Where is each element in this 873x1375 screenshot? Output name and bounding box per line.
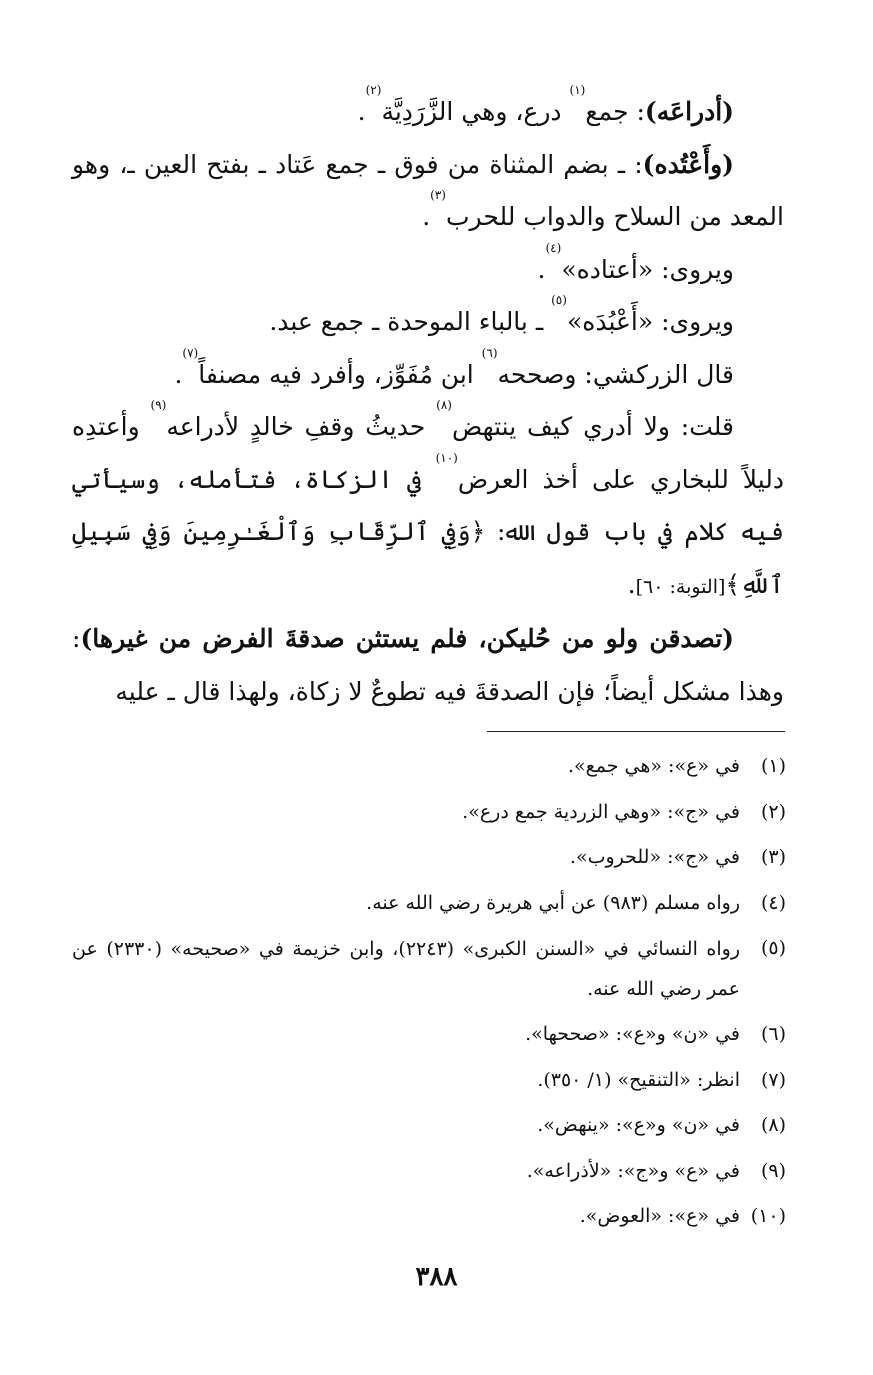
- footnote-number: (١): [760, 755, 786, 777]
- footnote-ref[interactable]: (١٠): [435, 450, 458, 465]
- footnote-number: (٧): [760, 1068, 786, 1091]
- paragraph-text: حديثُ وقفِ خالدٍ لأدراعه: [166, 412, 437, 441]
- paragraph-variant-2: [72, 293, 784, 349]
- footnote-text: في «ع»: «العوض».: [579, 1205, 740, 1227]
- paragraph-text: : وهذا مشكل أيضاً؛ فإن الصدقةَ فيه تطوعٌ لا زكاة، ولهذا قال ـ عليه: [72, 624, 784, 706]
- paragraph-zarkashi: [72, 345, 784, 402]
- main-text: [72, 83, 785, 718]
- footnote-ref[interactable]: (٦): [481, 345, 498, 360]
- footnote-number: (١٠): [750, 1205, 786, 1227]
- paragraph-text: .: [627, 569, 636, 599]
- paragraph-text: .: [537, 254, 546, 284]
- paragraph-atudah: [72, 139, 784, 244]
- footnote-ref[interactable]: (٤): [545, 240, 562, 255]
- hadith-heading: (تصدقن ولو من حُليكن، فلم يستثن صدقةَ الفرض من غيرها): [80, 624, 734, 653]
- paragraph-text: .: [357, 97, 366, 126]
- footnote-text: رواه مسلم (٩٨٣) عن أبي هريرة رضي الله عنه.: [366, 891, 740, 914]
- paragraph-text: درع، وهي الزَّرَدِيَّة: [381, 97, 570, 126]
- footnote-number: (٢): [760, 800, 786, 823]
- footnote-item: [72, 1012, 786, 1058]
- footnote-number: (٣): [760, 846, 786, 868]
- footnote-ref[interactable]: (٧): [182, 345, 199, 360]
- footnote-number: (٩): [760, 1159, 786, 1182]
- paragraph-text: : ـ بضم المثناة من فوق ـ جمع عَتاد ـ بفتح العين ـ، وهو المعد من السلاح والدواب للحرب: [72, 149, 784, 231]
- term-heading: (أدراعَه): [644, 97, 734, 126]
- footnote-number: (٦): [760, 1023, 786, 1045]
- paragraph-text: ويروى: «أَعْبُدَه»: [566, 307, 734, 336]
- footnote-number: (٨): [760, 1114, 786, 1136]
- term-heading: (وأَعْتُده): [642, 149, 734, 179]
- paragraph-text: .: [174, 359, 183, 389]
- footnote-text: في «ج»: «وهي الزردية جمع درع».: [462, 800, 740, 823]
- footnote-item: [72, 744, 786, 790]
- paragraph-adraahu: [72, 83, 784, 139]
- footnote-ref[interactable]: (٣): [430, 188, 446, 202]
- footnote-text: في «ن» و«ع»: «ينهض».: [537, 1114, 740, 1136]
- footnote-item: [72, 881, 786, 927]
- footnote-item: [72, 835, 786, 881]
- footnote-ref[interactable]: (٨): [436, 398, 452, 412]
- footnote-text: في «ع» و«ج»: «لأذراعه».: [526, 1159, 740, 1182]
- paragraph-qultu: [72, 398, 785, 613]
- paragraph-variant-1: [72, 240, 784, 297]
- footnote-ref[interactable]: (٩): [150, 398, 167, 412]
- footnote-text: في «ن» و«ع»: «صححها».: [525, 1023, 740, 1045]
- quran-verse: في الزكاة، فتأمله، وسيأتي فيه كلام في باب قول الله: ﴿وَفِي ٱلرِّقَابِ وَٱلْغَـٰرِمِينَ وَفِي سَبِيلِ ٱللَّهِ﴾: [72, 464, 785, 599]
- footnote-item: [72, 1149, 786, 1195]
- footnote-item: [72, 1103, 786, 1149]
- footnote-number: (٤): [760, 891, 786, 914]
- paragraph-text: : جمع: [585, 97, 645, 126]
- footnote-ref[interactable]: (٥): [551, 293, 567, 307]
- paragraph-text: قلت: ولا أدري كيف ينتهض: [451, 412, 734, 441]
- paragraph-text: .: [422, 202, 431, 231]
- page-number: ٣٨٨: [415, 1262, 458, 1292]
- paragraph-tasaddaqna: [72, 613, 784, 718]
- paragraph-text: وأعتدِه دليلاً للبخاري على أخذ العرض: [72, 412, 785, 494]
- footnote-ref[interactable]: (١): [569, 83, 586, 97]
- footnote-text: رواه النسائي في «السنن الكبرى» (٢٢٤٣)، وابن خزيمة في «صحيحه» (٢٣٣٠) عن عمر رضي الله عنه.: [72, 938, 740, 1000]
- footnote-text: في «ج»: «للحروب».: [569, 846, 740, 868]
- paragraph-text: ويروى: «أعتاده»: [561, 254, 734, 284]
- footnotes: [72, 744, 786, 1240]
- footnote-ref[interactable]: (٢): [365, 83, 382, 97]
- paragraph-text: ـ بالباء الموحدة ـ جمع عبد.: [269, 307, 552, 336]
- footnote-item: [72, 926, 786, 1012]
- paragraph-text: ابن مُفَوِّز، وأفرد فيه مصنفاً: [198, 359, 482, 389]
- footnote-separator: [487, 731, 785, 732]
- footnote-item: [72, 790, 786, 836]
- footnote-number: (٥): [760, 937, 786, 959]
- footnote-text: في «ع»: «هي جمع».: [567, 755, 740, 777]
- footnote-item: [72, 1058, 786, 1104]
- footnote-item: [72, 1194, 786, 1240]
- paragraph-text: قال الزركشي: وصححه: [497, 359, 734, 389]
- footnote-text: انظر: «التنقيح» (١/ ٣٥٠).: [537, 1068, 740, 1091]
- verse-reference: [التوبة: ٦٠]: [635, 575, 726, 598]
